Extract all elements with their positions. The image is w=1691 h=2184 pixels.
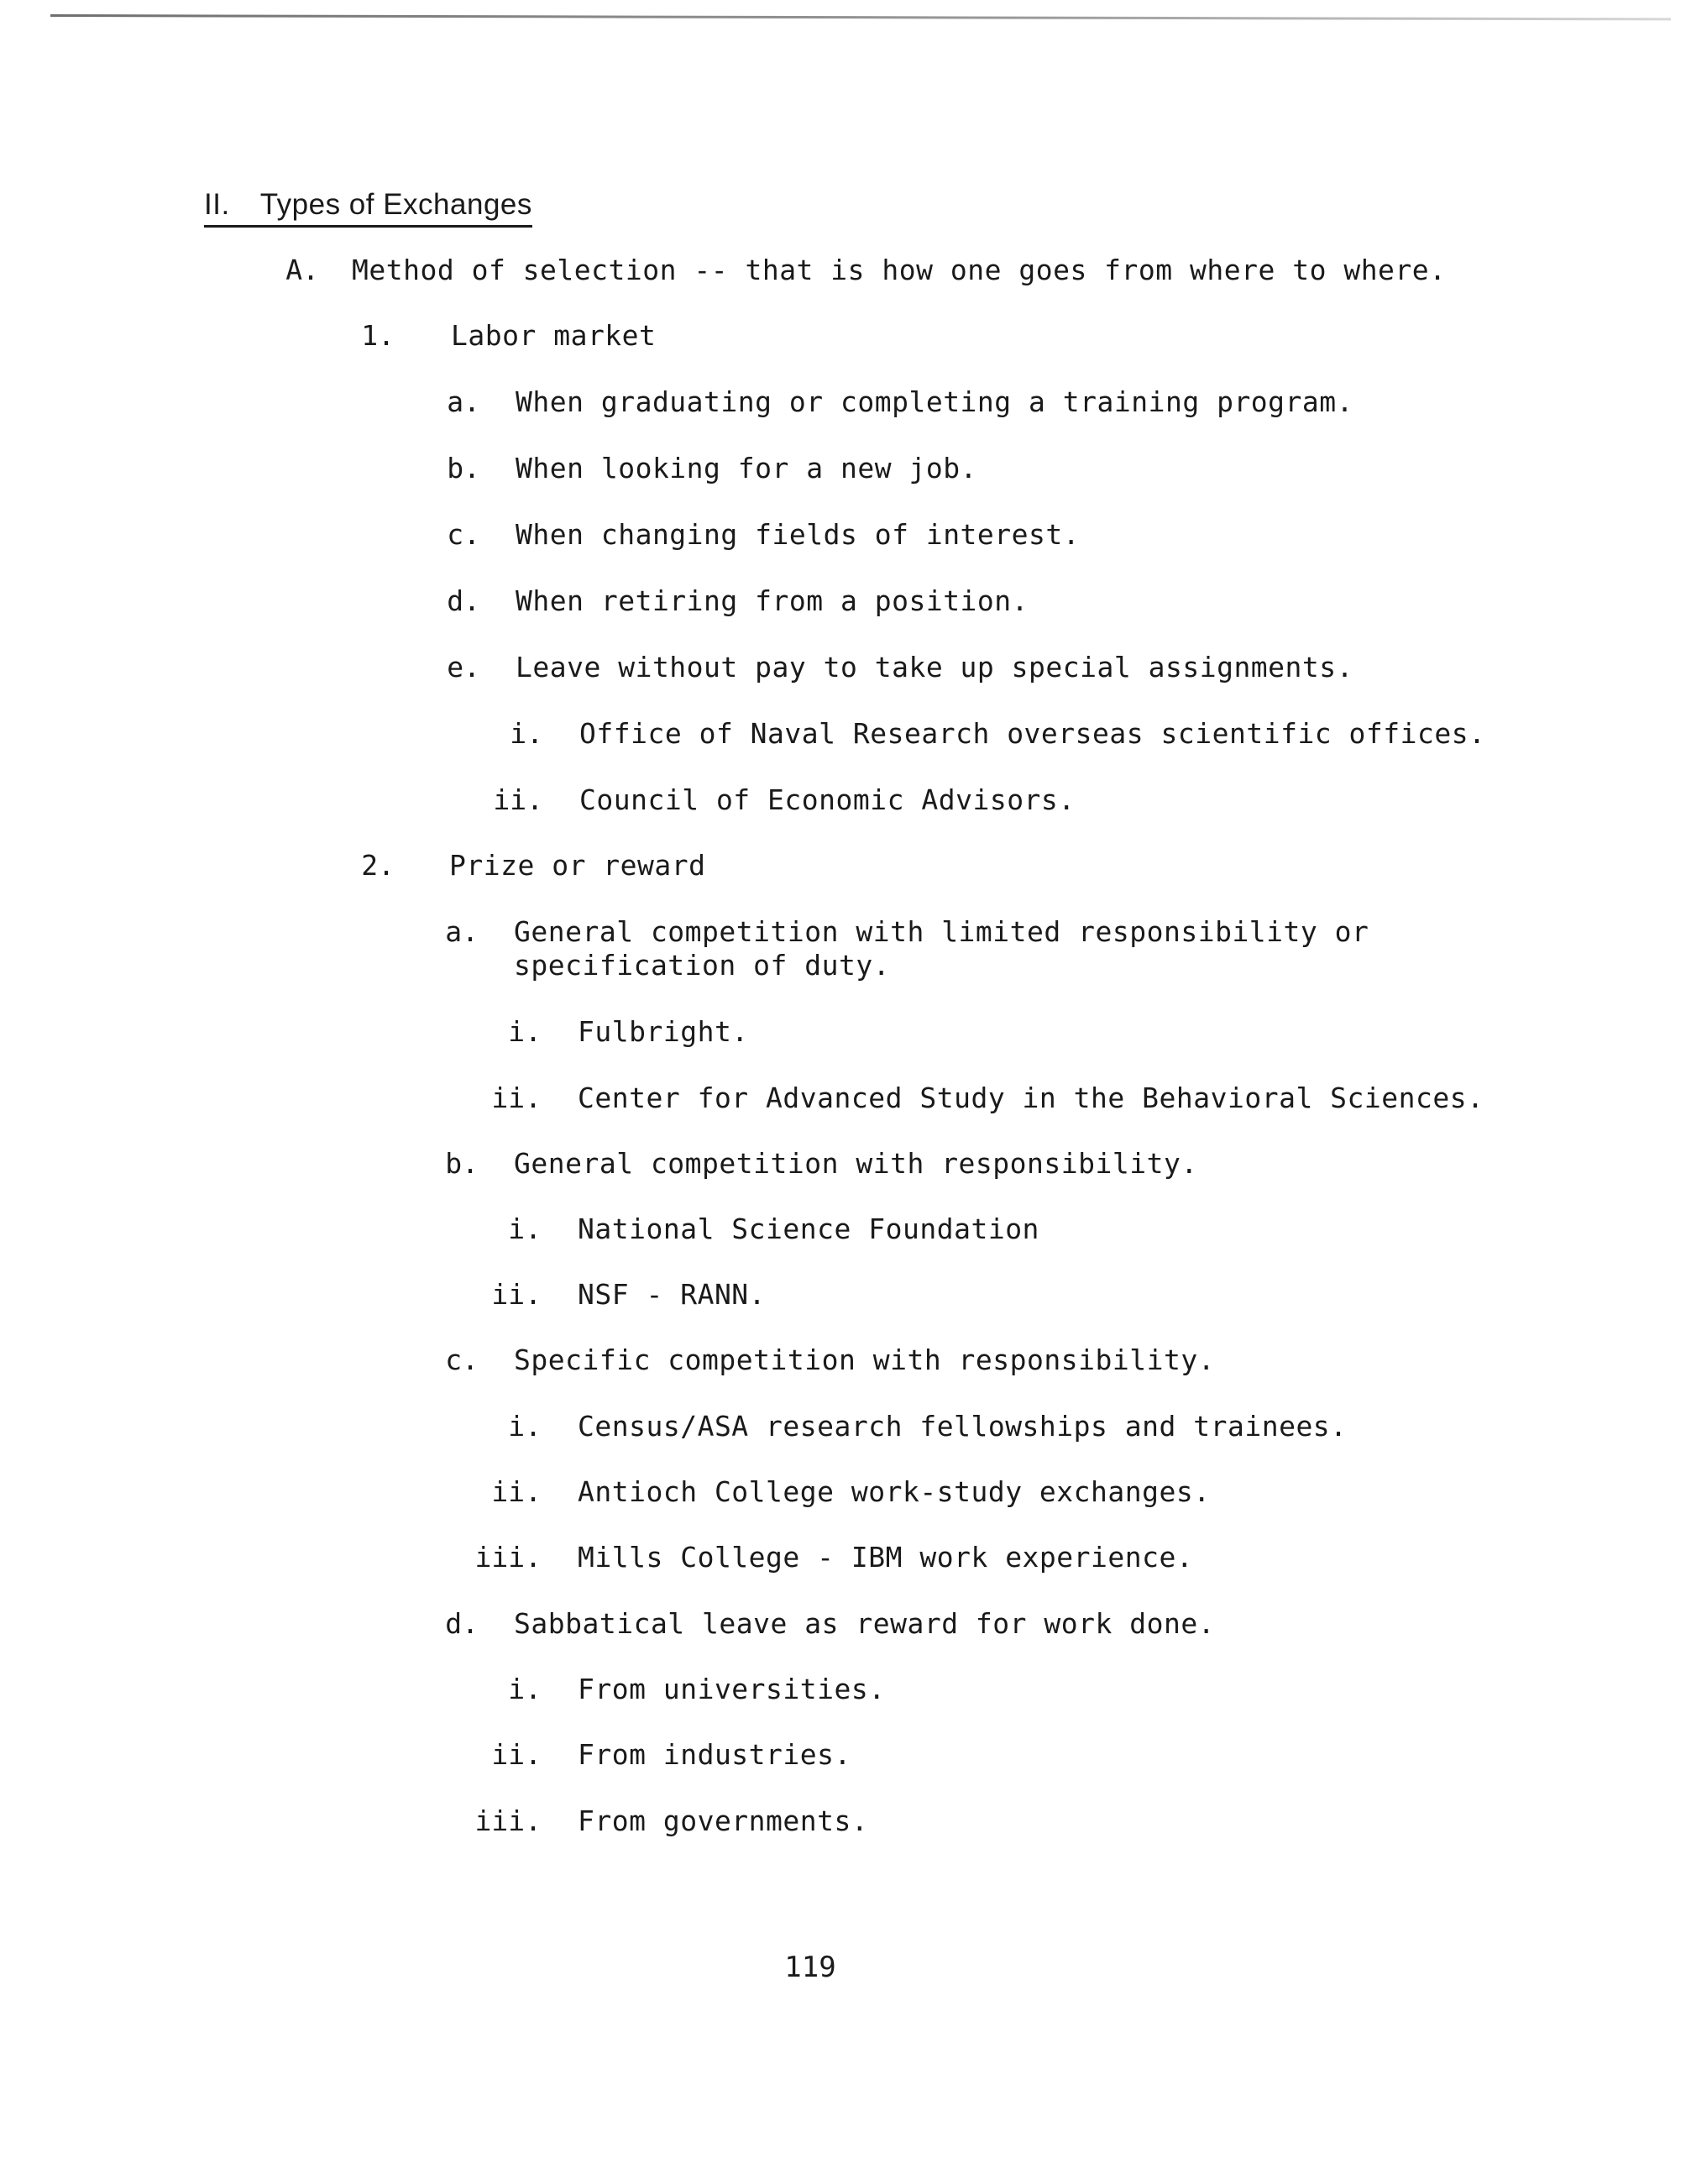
outline-text-2d-i: From universities. [578,1673,886,1705]
outline-marker-1b: b. [447,452,480,484]
outline-marker-1a: a. [447,385,480,418]
section-heading [204,186,532,228]
top-rule [50,14,1671,20]
outline-marker-2c: c. [445,1343,479,1376]
outline-text-2a-ii: Center for Advanced Study in the Behavioral Sciences. [578,1082,1484,1114]
outline-text-1e-i: Office of Naval Research overseas scientific offices. [579,717,1486,750]
outline-marker-2d: d. [445,1607,479,1640]
outline-marker-1d: d. [447,584,480,617]
outline-text-2b-ii: NSF - RANN. [578,1278,767,1311]
outline-marker-2d-i: i. [508,1673,542,1705]
outline-text-2a-line1: General competition with limited responsibility or [514,915,1369,948]
outline-marker-1e-i: i. [510,717,543,750]
outline-marker-2d-ii: ii. [491,1738,542,1771]
outline-marker-2b-ii: ii. [491,1278,542,1311]
outline-marker-2d-iii: iii. [474,1804,542,1837]
outline-marker-2a-i: i. [508,1015,542,1048]
outline-text-1c: When changing fields of interest. [516,518,1081,551]
outline-marker-2c-i: i. [508,1410,542,1443]
outline-marker-2c-iii: iii. [474,1541,542,1574]
outline-text-1e-ii: Council of Economic Advisors. [579,783,1076,816]
outline-marker-2b: b. [445,1147,479,1180]
outline-text-1b: When looking for a new job. [516,452,977,484]
page-number: 119 [784,1951,836,1984]
outline-marker-2c-ii: ii. [491,1475,542,1508]
outline-text-2c: Specific competition with responsibility. [514,1343,1216,1376]
outline-text-A: Method of selection -- that is how one goes from where to where. [352,254,1447,286]
outline-text-2b-i: National Science Foundation [578,1212,1039,1245]
outline-text-2c-i: Census/ASA research fellowships and trainees. [578,1410,1348,1443]
outline-text-1a: When graduating or completing a training program. [516,385,1354,418]
outline-text-2: Prize or reward [449,849,706,882]
outline-text-2b: General competition with responsibility. [514,1147,1198,1180]
outline-marker-A: A. [285,254,319,286]
outline-text-2c-iii: Mills College - IBM work experience. [578,1541,1194,1574]
outline-text-1e: Leave without pay to take up special assignments. [516,651,1354,683]
outline-text-2d-ii: From industries. [578,1738,851,1771]
outline-text-2d-iii: From governments. [578,1804,869,1837]
outline-text-2c-ii: Antioch College work-study exchanges. [578,1475,1211,1508]
outline-marker-1e: e. [447,651,480,683]
outline-text-2a-i: Fulbright. [578,1015,749,1048]
heading-title: Types of Exchanges [259,188,532,221]
outline-marker-2a-ii: ii. [491,1082,542,1114]
outline-marker-1e-ii: ii. [493,783,543,816]
outline-marker-2a: a. [445,915,479,948]
heading-number: II. [204,188,230,221]
outline-marker-1: 1. [361,319,395,352]
outline-marker-2b-i: i. [508,1212,542,1245]
outline-text-1d: When retiring from a position. [516,584,1029,617]
outline-text-2d: Sabbatical leave as reward for work done. [514,1607,1216,1640]
outline-marker-2: 2. [361,849,395,882]
outline-text-2a-line2: specification of duty. [514,949,891,982]
outline-marker-1c: c. [447,518,480,551]
outline-text-1: Labor market [451,319,657,352]
